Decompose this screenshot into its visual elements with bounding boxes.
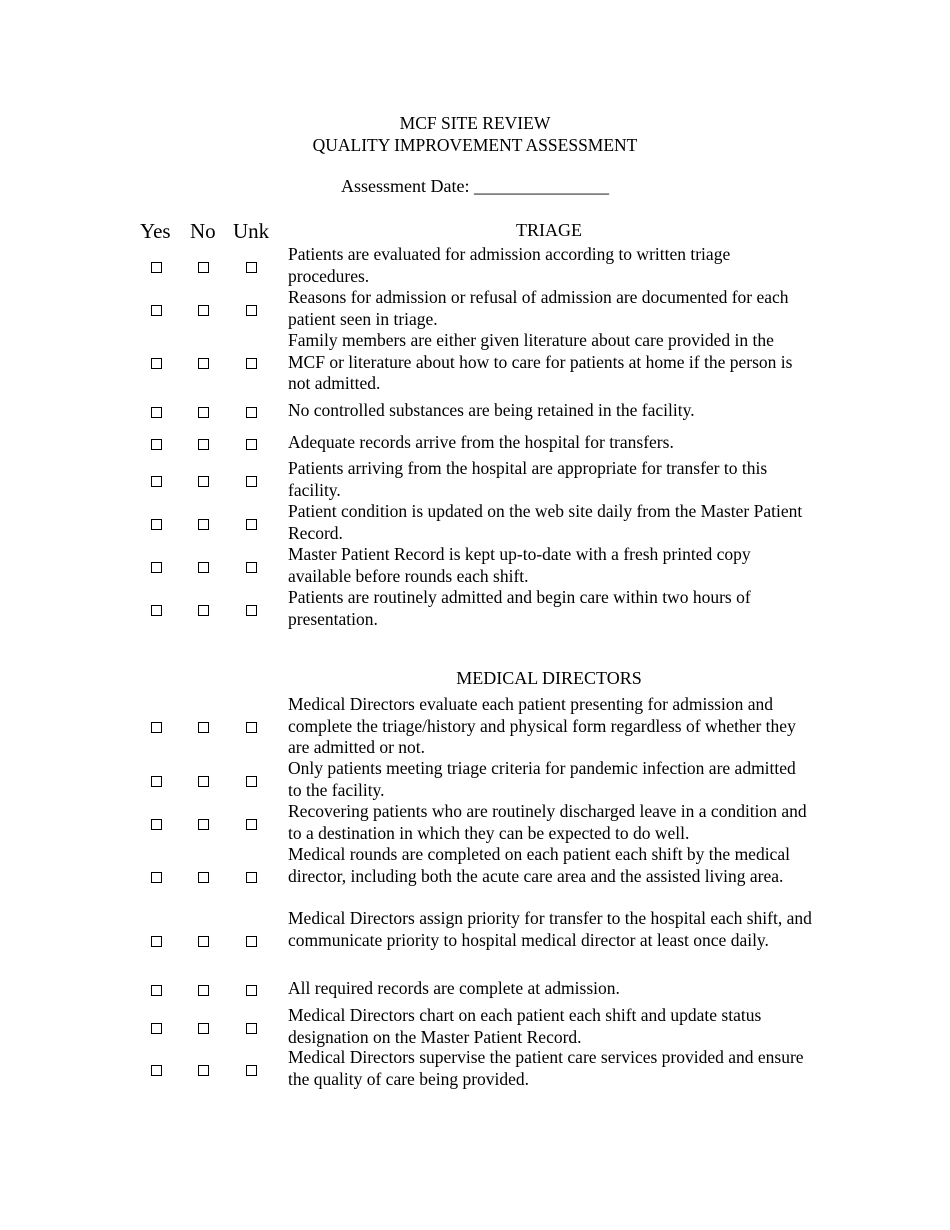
checkbox-no[interactable] (198, 476, 209, 487)
form-subtitle: QUALITY IMPROVEMENT ASSESSMENT (312, 135, 638, 155)
checkbox-yes[interactable] (151, 519, 162, 530)
checkbox-no[interactable] (198, 936, 209, 947)
checkbox-yes[interactable] (151, 819, 162, 830)
question-text: Patients are evaluated for admission according to written triage procedures. (288, 244, 731, 286)
checkbox-yes[interactable] (151, 1065, 162, 1076)
question-text: All required records are complete at admission. (288, 978, 620, 998)
checkbox-yes[interactable] (151, 1023, 162, 1034)
checkbox-unk[interactable] (246, 872, 257, 883)
checkbox-unk[interactable] (246, 819, 257, 830)
checkbox-unk[interactable] (246, 776, 257, 787)
checklist-row (0, 544, 950, 587)
checkbox-unk[interactable] (246, 562, 257, 573)
question-text: Only patients meeting triage criteria for pandemic infection are admitted to the facility. (288, 758, 796, 800)
checkbox-yes[interactable] (151, 872, 162, 883)
column-header-no: No (190, 219, 216, 243)
checkbox-yes[interactable] (151, 305, 162, 316)
checkbox-yes[interactable] (151, 605, 162, 616)
question-text: Patients arriving from the hospital are appropriate for transfer to this facility. (288, 458, 768, 500)
question-text: Reasons for admission or refusal of admission are documented for each patient seen in triage. (288, 287, 789, 329)
checkbox-unk[interactable] (246, 1023, 257, 1034)
checkbox-unk[interactable] (246, 985, 257, 996)
checkbox-no[interactable] (198, 1065, 209, 1076)
question-text: Master Patient Record is kept up-to-date with a fresh printed copy available before rounds each shift. (288, 544, 751, 586)
checkbox-no[interactable] (198, 519, 209, 530)
checkbox-no[interactable] (198, 605, 209, 616)
checkbox-yes[interactable] (151, 722, 162, 733)
checklist-row (0, 330, 950, 395)
checklist-row (0, 908, 950, 973)
assessment-date: Assessment Date: _______________ (341, 176, 609, 196)
checklist-row (0, 801, 950, 844)
checkbox-yes[interactable] (151, 262, 162, 273)
question-text: Recovering patients who are routinely discharged leave in a condition and to a destination in which they can be expected to do well. (288, 801, 807, 843)
checkbox-unk[interactable] (246, 519, 257, 530)
checkbox-yes[interactable] (151, 476, 162, 487)
checklist-row (0, 501, 950, 544)
checkbox-unk[interactable] (246, 936, 257, 947)
checkbox-no[interactable] (198, 776, 209, 787)
checklist-row (0, 458, 950, 501)
checkbox-unk[interactable] (246, 1065, 257, 1076)
column-header-yes: Yes (140, 219, 171, 243)
checkbox-yes[interactable] (151, 776, 162, 787)
checkbox-no[interactable] (198, 722, 209, 733)
checkbox-no[interactable] (198, 819, 209, 830)
checklist-row (0, 844, 950, 909)
checkbox-no[interactable] (198, 305, 209, 316)
checklist-row (0, 1005, 950, 1048)
checklist-row (0, 244, 950, 287)
question-text: Patients are routinely admitted and begin care within two hours of presentation. (288, 587, 751, 629)
checkbox-unk[interactable] (246, 305, 257, 316)
checkbox-unk[interactable] (246, 358, 257, 369)
checkbox-yes[interactable] (151, 985, 162, 996)
form-title: MCF SITE REVIEW (399, 113, 551, 133)
checklist-row (0, 1047, 950, 1090)
question-text: Adequate records arrive from the hospital for transfers. (288, 432, 674, 452)
checkbox-no[interactable] (198, 262, 209, 273)
checkbox-no[interactable] (198, 985, 209, 996)
checklist-row (0, 587, 950, 630)
checkbox-unk[interactable] (246, 722, 257, 733)
checkbox-yes[interactable] (151, 358, 162, 369)
question-text: Medical rounds are completed on each patient each shift by the medical director, including both the acute care area and the assisted living area. (288, 844, 790, 886)
checklist-row (0, 978, 950, 1000)
question-text: No controlled substances are being retained in the facility. (288, 400, 695, 420)
checklist-row (0, 694, 950, 759)
checklist-row (0, 758, 950, 801)
checkbox-unk[interactable] (246, 476, 257, 487)
checkbox-no[interactable] (198, 562, 209, 573)
checkbox-no[interactable] (198, 439, 209, 450)
checkbox-yes[interactable] (151, 562, 162, 573)
column-header-unk: Unk (233, 219, 270, 243)
checkbox-no[interactable] (198, 407, 209, 418)
question-text: Family members are either given literature about care provided in the MCF or literature about how to care for patients at home if the person is not admitted. (288, 330, 793, 394)
checkbox-yes[interactable] (151, 439, 162, 450)
question-text: Medical Directors chart on each patient each shift and update status designation on the Master Patient Record. (288, 1005, 762, 1047)
checkbox-unk[interactable] (246, 439, 257, 450)
checkbox-unk[interactable] (246, 262, 257, 273)
checkbox-unk[interactable] (246, 605, 257, 616)
checkbox-yes[interactable] (151, 936, 162, 947)
checkbox-yes[interactable] (151, 407, 162, 418)
question-text: Medical Directors supervise the patient care services provided and ensure the quality of care being provided. (288, 1047, 804, 1089)
question-text: Patient condition is updated on the web site daily from the Master Patient Record. (288, 501, 803, 543)
checklist-row (0, 432, 950, 454)
checkbox-no[interactable] (198, 358, 209, 369)
checklist-row (0, 287, 950, 330)
checkbox-unk[interactable] (246, 407, 257, 418)
question-text: Medical Directors assign priority for transfer to the hospital each shift, and communicate priority to hospital medical director at least once daily. (288, 908, 812, 950)
checkbox-no[interactable] (198, 1023, 209, 1034)
section-title-1: MEDICAL DIRECTORS (456, 668, 642, 688)
checkbox-no[interactable] (198, 872, 209, 883)
checklist-row (0, 400, 950, 422)
section-title-0: TRIAGE (516, 220, 582, 240)
question-text: Medical Directors evaluate each patient presenting for admission and complete the triage/history and physical form regardless of whether they are admitted or not. (288, 694, 796, 758)
